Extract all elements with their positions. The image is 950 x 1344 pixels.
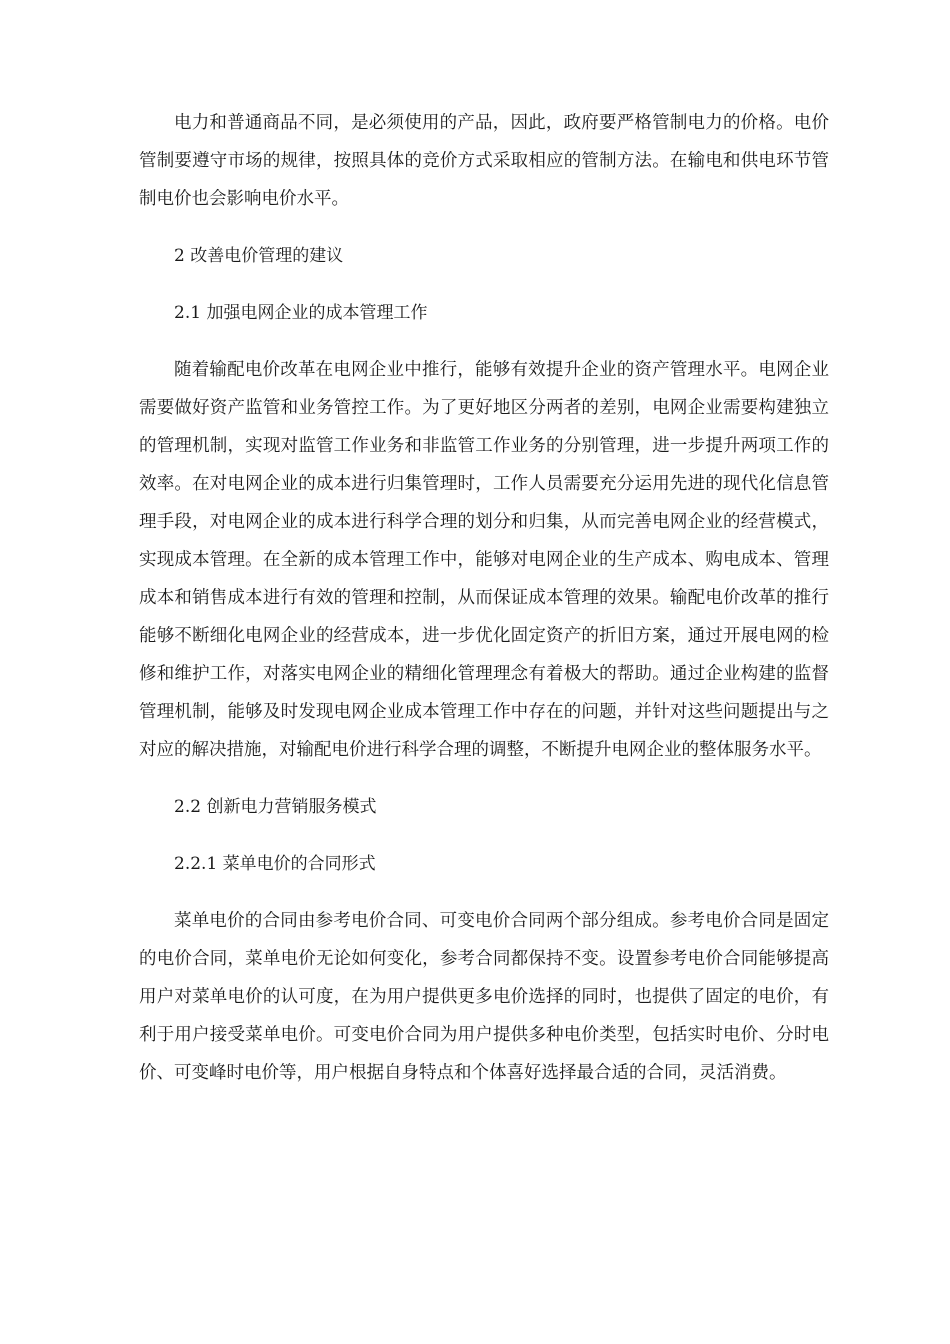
section-heading-2-2: 2.2 创新电力营销服务模式 [174, 797, 377, 817]
section-heading-2-1: 2.1 加强电网企业的成本管理工作 [174, 303, 428, 323]
paragraph-cost-management: 随着输配电价改革在电网企业中推行，能够有效提升企业的资产管理水平。电网企业需要做好资产监管和业务管控工作。为了更好地区分两者的差别，电网企业需要构建独立的管理机制，实现对监管工作业务和非监管工作业务的分别管理，进一步提升两项工作的效率。在对电网企业的成本进行归集管理时，工作人员需要充分运用先进的现代化信息管理手段，对电网企业的成本进行科学合理的划分和归集，从而完善电网企业的经营模式，实现成本管理。在全新的成本管理工作中，能够对电网企业的生产成本、购电成本、管理成本和销售成本进行有效的管理和控制，从而保证成本管理的效果。输配电价改革的推行能够不断细化电网企业的经营成本，进一步优化固定资产的折旧方案，通过开展电网的检修和维护工作，对落实电网企业的精细化管理理念有着极大的帮助。通过企业构建的监督管理机制，能够及时发现电网企业成本管理工作中存在的问题，并针对这些问题提出与之对应的解决措施，对输配电价进行科学合理的调整，不断提升电网企业的整体服务水平。 [139, 360, 829, 760]
section-heading-2: 2 改善电价管理的建议 [174, 246, 344, 266]
section-heading-2-2-1: 2.2.1 菜单电价的合同形式 [174, 854, 376, 874]
paragraph-electricity-regulation: 电力和普通商品不同，是必须使用的产品，因此，政府要严格管制电力的价格。电价管制要遵守市场的规律，按照具体的竞价方式采取相应的管制方法。在输电和供电环节管制电价也会影响电价水平。 [139, 113, 829, 209]
paragraph-menu-pricing-contract: 菜单电价的合同由参考电价合同、可变电价合同两个部分组成。参考电价合同是固定的电价合同，菜单电价无论如何变化，参考合同都保持不变。设置参考电价合同能够提高用户对菜单电价的认可度，在为用户提供更多电价选择的同时，也提供了固定的电价，有利于用户接受菜单电价。可变电价合同为用户提供多种电价类型，包括实时电价、分时电价、可变峰时电价等，用户根据自身特点和个体喜好选择最合适的合同，灵活消费。 [139, 911, 829, 1083]
